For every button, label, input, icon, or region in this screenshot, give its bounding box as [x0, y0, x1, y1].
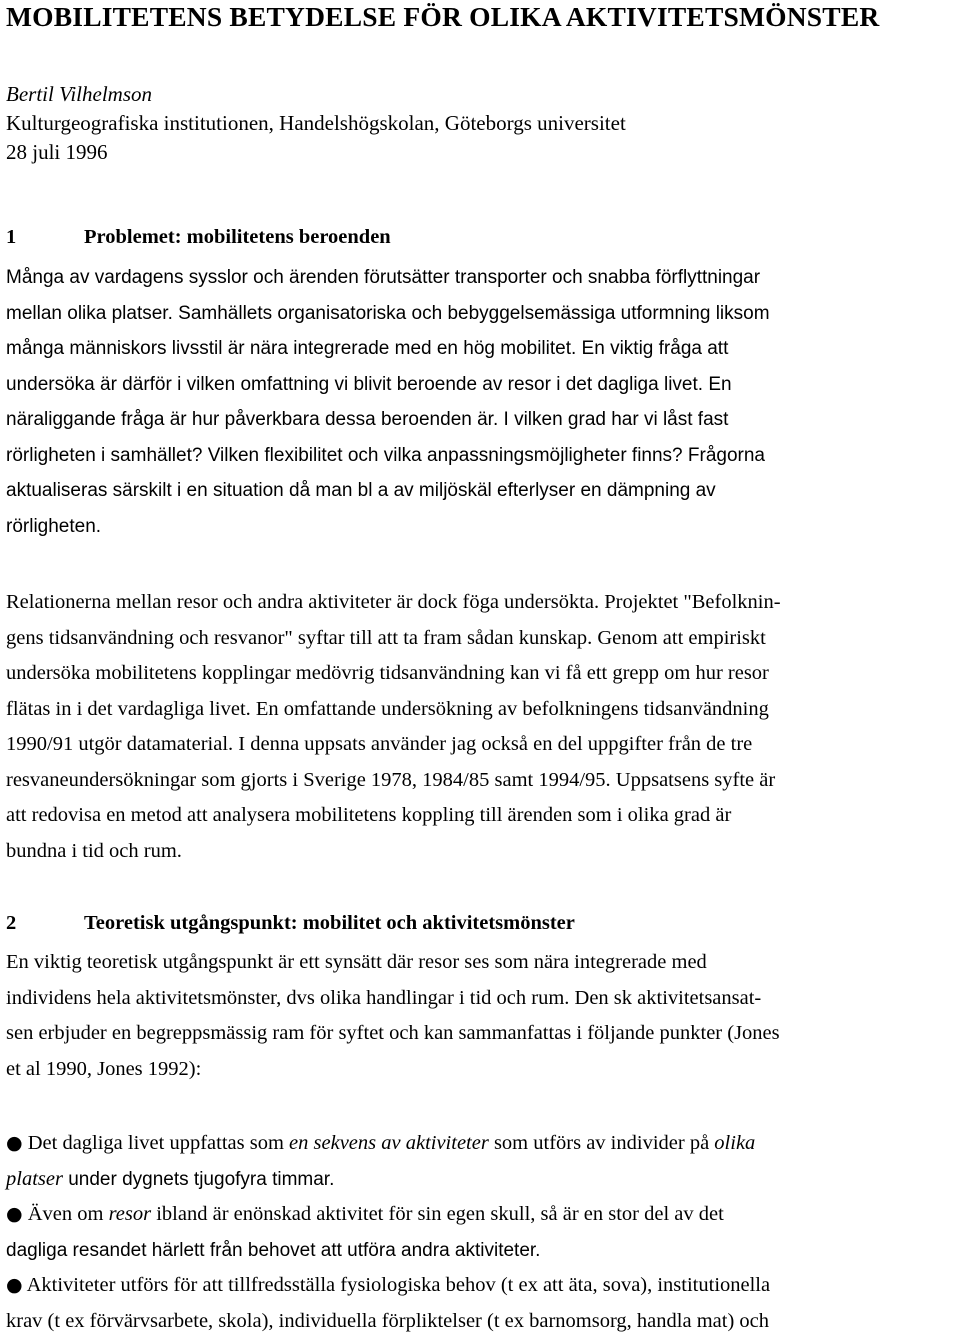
- date: 28 juli 1996: [6, 140, 108, 164]
- bullet-text: Aktiviteter utförs för att tillfredsställa fysiologiska behov (t ex att äta, sova), institutionella: [22, 1274, 771, 1296]
- bullet-icon: ●: [6, 1132, 23, 1154]
- text-line: et al 1990, Jones 1992):: [6, 1057, 202, 1080]
- section-1-paragraph-2: [6, 585, 960, 869]
- text-line: aktualiseras särskilt i en situation då man bl a av miljöskäl efterlyser en dämpning av: [6, 480, 716, 501]
- section-2-number: 2: [6, 912, 17, 934]
- text-line: sen erbjuder en begreppsmässig ram för syftet och kan sammanfattas i följande punkter (Jones: [6, 1022, 780, 1044]
- text-line: rörligheten i samhället? Vilken flexibilitet och vilka anpassningsmöjligheter finns? Frågorna: [6, 444, 765, 466]
- bullet-icon: ●: [6, 1274, 23, 1296]
- bullet-icon: ●: [6, 1203, 23, 1225]
- bullet-emphasis: olika: [714, 1132, 756, 1154]
- section-1-title: Problemet: mobilitetens beroenden: [84, 226, 391, 248]
- section-2-paragraph-1: [6, 945, 960, 1087]
- text-line: En viktig teoretisk utgångspunkt är ett synsätt där resor ses som nära integrerade med: [6, 951, 707, 973]
- bullet-item-2: [6, 1197, 960, 1233]
- author-block: [6, 80, 626, 167]
- bullet-text: under dygnets tjugofyra timmar.: [62, 1168, 335, 1190]
- text-line: bundna i tid och rum.: [6, 839, 182, 862]
- bullet-emphasis: resor: [108, 1203, 152, 1225]
- document-title: MOBILITETENS BETYDELSE FÖR OLIKA AKTIVITETSMÖNSTER: [6, 1, 880, 32]
- section-1-number: 1: [6, 226, 17, 248]
- text-line: Relationerna mellan resor och andra aktiviteter är dock föga undersökta. Projektet "Befolknin-: [6, 591, 781, 613]
- bullet-item-3-cont: krav (t ex förvärvsarbete, skola), individuella förpliktelser (t ex barnomsorg, handla mat) och: [6, 1309, 769, 1332]
- bullet-emphasis: en sekvens av aktiviteter: [289, 1132, 489, 1154]
- text-line: undersöka mobilitetens kopplingar medövrig tidsanvändning kan vi få ett grepp om hur resor: [6, 662, 769, 684]
- text-line: näraliggande fråga är hur påverkbara dessa beroenden är. I vilken grad har vi låst fast: [6, 409, 729, 430]
- text-line: individens hela aktivitetsmönster, dvs olika handlingar i tid och rum. Den sk aktivitetsansat-: [6, 986, 762, 1009]
- bullet-item-3: [6, 1268, 960, 1304]
- section-1-paragraph-1: [6, 260, 960, 544]
- section-2-title: Teoretisk utgångspunkt: mobilitet och aktivitetsmönster: [84, 912, 575, 934]
- bullet-item-1: [6, 1126, 960, 1162]
- text-line: mellan olika platser. Samhällets organisatoriska och bebyggelsemässiga utformning liksom: [6, 302, 770, 324]
- bullet-item-1-cont: [6, 1162, 960, 1198]
- bullet-text: ibland är enönskad aktivitet för sin egen skull, så är en stor del av det: [151, 1203, 724, 1225]
- bullet-emphasis: platser: [6, 1167, 63, 1190]
- text-line: många människors livsstil är nära integrerade med en hög mobilitet. En viktig fråga att: [6, 338, 729, 359]
- text-line: Många av vardagens sysslor och ärenden förutsätter transporter och snabba förflyttningar: [6, 267, 761, 288]
- bullet-text: Även om: [22, 1203, 109, 1225]
- text-line: 1990/91 utgör datamaterial. I denna uppsats använder jag också en del uppgifter från de tre: [6, 733, 753, 755]
- text-line: resvaneundersökningar som gjorts i Sverige 1978, 1984/85 samt 1994/95. Uppsatsens syfte är: [6, 768, 776, 791]
- text-line: flätas in i det vardagliga livet. En omfattande undersökning av befolkningens tidsanvändning: [6, 697, 769, 720]
- bullet-text: Det dagliga livet uppfattas som: [22, 1132, 290, 1154]
- author-name: Bertil Vilhelmson: [6, 82, 153, 106]
- text-line: gens tidsanvändning och resvanor" syftar till att ta fram sådan kunskap. Genom att empiriskt: [6, 626, 766, 649]
- bullet-text: som utförs av individer på: [488, 1132, 715, 1154]
- text-line: att redovisa en metod att analysera mobilitetens koppling till ärenden som i olika grad är: [6, 804, 732, 826]
- text-line: rörligheten.: [6, 515, 102, 537]
- affiliation: Kulturgeografiska institutionen, Handelshögskolan, Göteborgs universitet: [6, 111, 626, 135]
- text-line: undersöka är därför i vilken omfattning vi blivit beroende av resor i det dagliga livet. En: [6, 373, 732, 395]
- bullet-item-2-cont: dagliga resandet härlett från behovet att utföra andra aktiviteter.: [6, 1239, 541, 1261]
- section-1-heading: [6, 226, 391, 249]
- bullet-list: [6, 1126, 960, 1339]
- section-2-heading: [6, 912, 575, 935]
